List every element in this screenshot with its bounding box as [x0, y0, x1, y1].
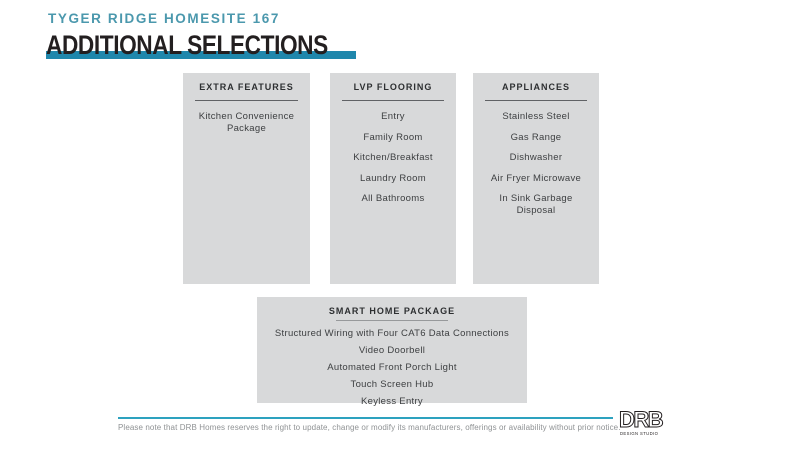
card-rule — [336, 320, 448, 321]
card-item-list — [330, 111, 456, 205]
card-rule — [342, 100, 444, 101]
card-appliances — [473, 73, 599, 284]
list-item: Video Doorbell — [358, 345, 426, 356]
card-item-list — [257, 328, 527, 408]
card-smart-home-package — [257, 297, 527, 407]
list-item: Dishwasher — [509, 152, 563, 163]
list-item: Gas Range — [510, 131, 562, 143]
card-title: LVP FLOORING — [353, 82, 433, 92]
homesite-subtitle: TYGER RIDGE HOMESITE 167 — [48, 11, 280, 26]
list-item: Family Room — [363, 131, 423, 143]
list-item: Automated Front Porch Light — [327, 362, 457, 373]
card-extra-features — [183, 73, 310, 284]
page-title: ADDITIONAL SELECTIONS — [46, 30, 328, 60]
list-item: Structured Wiring with Four CAT6 Data Connections — [274, 328, 510, 339]
design-studio-label: DESIGN STUDIO — [620, 431, 659, 436]
card-item-list — [473, 111, 599, 217]
list-item: Stainless Steel — [502, 111, 570, 122]
list-item: Keyless Entry — [361, 396, 423, 407]
list-item: Kitchen Convenience Package — [198, 111, 295, 134]
list-item: Touch Screen Hub — [350, 379, 434, 390]
footer-disclaimer: Please note that DRB Homes reserves the right to update, change or modify its manufacturers, offerings or availability without prior notice. — [118, 423, 621, 432]
card-rule — [195, 100, 298, 101]
drb-logo-text: DRB — [619, 408, 663, 432]
list-item: In Sink Garbage Disposal — [499, 193, 573, 216]
card-rule — [485, 100, 587, 101]
card-title: APPLIANCES — [501, 82, 570, 92]
card-lvp-flooring — [330, 73, 456, 284]
footer-accent-line — [118, 417, 613, 419]
list-item: Laundry Room — [360, 172, 426, 184]
drb-design-studio-logo — [619, 408, 669, 440]
list-item: Kitchen/Breakfast — [353, 152, 433, 163]
card-item-list — [183, 111, 310, 135]
list-item: Air Fryer Microwave — [490, 172, 582, 184]
list-item: Entry — [381, 111, 405, 122]
card-title: SMART HOME PACKAGE — [328, 306, 456, 316]
card-title: EXTRA FEATURES — [199, 82, 294, 92]
list-item: All Bathrooms — [361, 193, 425, 204]
